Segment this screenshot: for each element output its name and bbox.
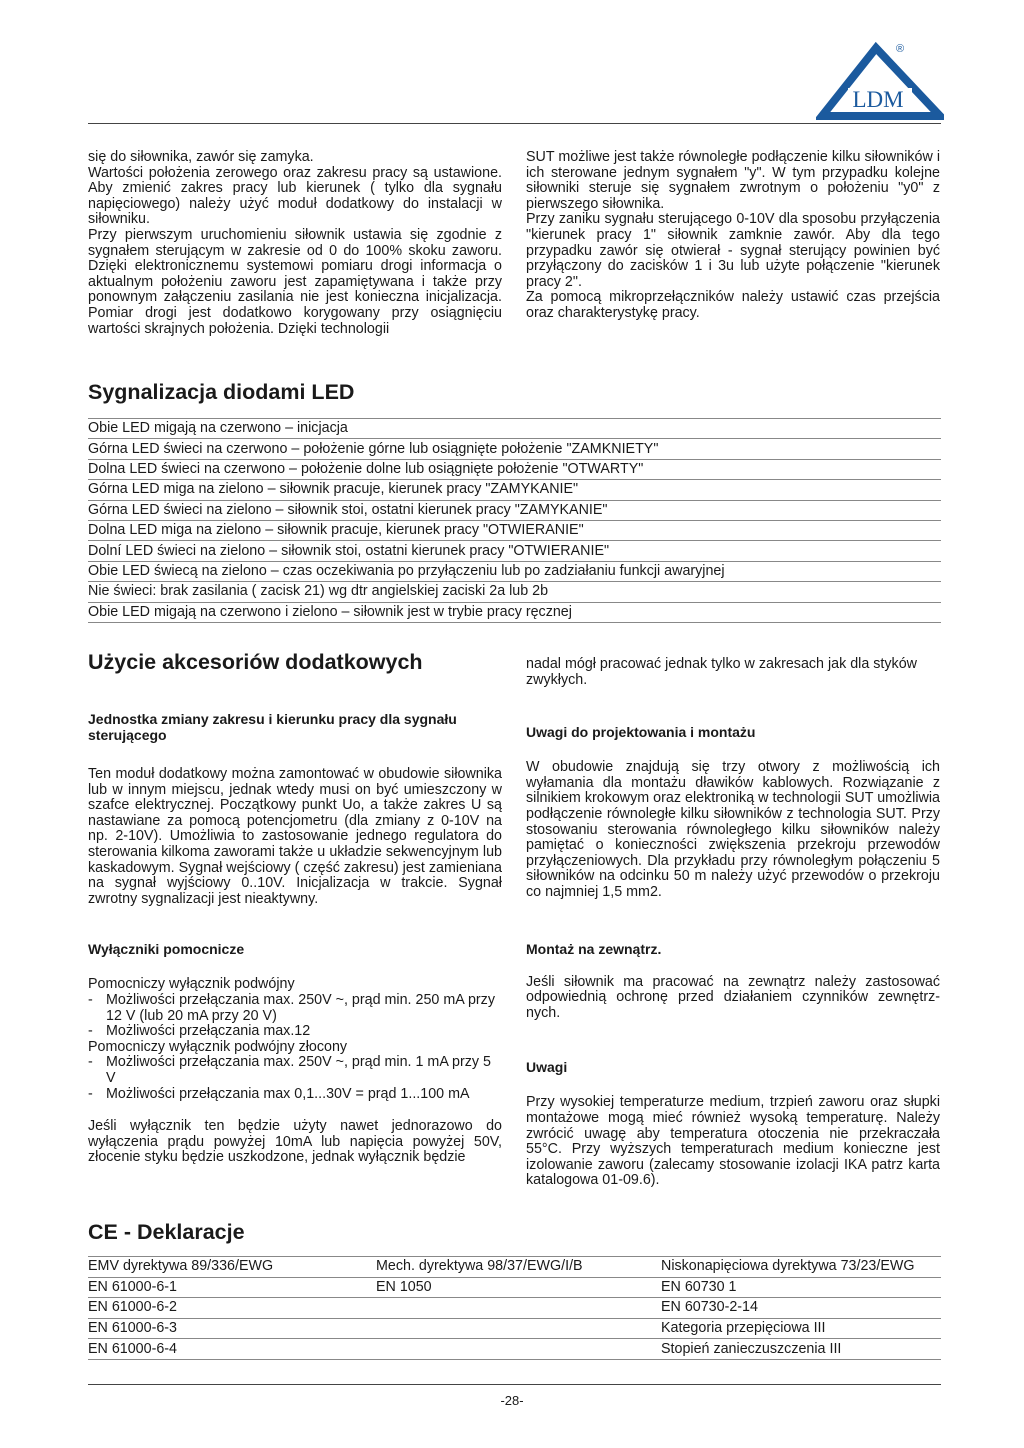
ce-table [88,1256,941,1360]
led-row-text: Dolní LED świeci na zielono – siłownik stoi, ostatni kierunek pracy "OTWIERANIE" [88,541,941,561]
ce-cell: EN 61000-6-1 [88,1277,376,1298]
list-item: - Możliwości przełączania max 0,1...30V = prąd 1...100 mA [88,1087,502,1103]
intro-left-column [88,150,502,337]
design-heading: Uwagi do projektowania i montażu [526,724,756,741]
table-row [88,1277,941,1298]
table-row [88,1298,941,1319]
ce-cell: Kategoria przepięciowa III [661,1318,941,1339]
logo-text: LDM [852,87,904,112]
accessories-section-title: Użycie akcesoriów dodatkowych [88,650,423,674]
ce-cell: Mech. dyrektywa 98/37/EWG/I/B [376,1257,661,1278]
intro-right-column [526,150,940,322]
list-item: - Możliwości przełączania max.12 [88,1024,502,1040]
led-row-text: Górna LED świeci na czerwono – położenie górne lub osiągnięte położenie "ZAMKNIETY" [88,439,941,459]
ce-cell: EN 60730-2-14 [661,1298,941,1319]
intro-left-paragraph: Wartości położenia zerowego oraz zakresu pracy są ustawione. Aby zmienić zakres pracy lub kierunek ( tylko dla sygnału napięciowego) należy użyć moduł dodatkowy do instalacji w siłowniku. [88,164,502,228]
ce-cell: EN 61000-6-3 [88,1318,376,1339]
switch-double-list [88,993,502,1040]
list-item: - Możliwości przełączania max. 250V ~, prąd min. 1 mA przy 5 V [88,1055,502,1086]
table-row [88,459,941,479]
ce-cell: Stopień zanieczuszczenia III [661,1339,941,1360]
led-row-text: Dolna LED miga na zielono – siłownik pracuje, kierunek pracy "OTWIERANIE" [88,520,941,540]
led-row-text: Obie LED migają na czerwono i zielono – siłownik jest w trybie pracy ręcznej [88,602,941,622]
led-row-text: Nie świeci: brak zasilania ( zacisk 21) wg dtr angielskiej zaciski 2a lub 2b [88,582,941,602]
accessories-right-column [526,657,940,1189]
switches-heading: Wyłączniki pomocnicze [88,941,245,958]
table-row [88,500,941,520]
led-section-title: Sygnalizacja diodami LED [88,380,355,404]
notes-text: Przy wysokiej temperaturze medium, trzpień zaworu oraz słupki montażowe mogą mieć również wysoką temperaturę. Należy zwrócić uwagę aby temperatura otoczenia nie przekraczała 55°C. Przy wyższych temperaturach medium konieczne jest izolowanie zaworu (zalecamy stosowanie izolacji IKA patrz karta katalogowa 01-09.6). [526,1094,940,1189]
header-rule [88,123,941,124]
led-row-text: Obie LED świecą na zielono – czas oczekiwania po przyłączeniu lub po zadziałaniu funkcji awaryjnej [88,561,941,581]
intro-left-paragraph: Przy pierwszym uruchomieniu siłownik ustawia się zgodnie z sygnałem sterującym w zakresie od 0 do 100% skoku zaworu. Dzięki elektronicznemu systemowi pomiaru drogi informacja o aktualnym położeniu zaworu jest zapamiętywana i także przy ponownym załączeniu zasilania nie jest konieczna inicjalizacja. Pomiar drogi jest dodatkowo korygowany przy osiągnięciu wartości skrajnych położenia. Dzięki technologii [88,226,502,337]
table-row [88,541,941,561]
table-row [88,582,941,602]
switch-double-label: Pomocniczy wyłącznik podwójny [88,976,295,993]
led-row-text: Górna LED miga na zielono – siłownik pracuje, kierunek pracy "ZAMYKANIE" [88,480,941,500]
intro-right-paragraph: Za pomocą mikroprzełączników należy ustawić czas przejścia oraz charakterystykę pracy. [526,289,940,321]
switch-gold-label: Pomocniczy wyłącznik podwójny złocony [88,1038,348,1055]
table-row [88,520,941,540]
notes-heading: Uwagi [526,1059,568,1076]
ce-cell: EN 1050 [376,1277,661,1298]
intro-right-paragraph: Przy zaniku sygnału sterującego 0-10V dla sposobu przyłączenia "kierunek pracy 1" siłownik zamknie zawór. Aby dla tego przypadku zawór się otwierał - sygnał sterujący powinien być przyłączony do zacisków 1 i 3u lub użyte połączenie "kierunek pracy 2". [526,211,940,290]
led-table [88,418,941,623]
table-row [88,1257,941,1278]
intro-left-paragraph: się do siłownika, zawór się zamyka. [88,149,314,165]
ce-cell: EN 61000-6-4 [88,1339,376,1360]
ce-cell: EN 60730 1 [661,1277,941,1298]
registered-mark: ® [896,43,905,55]
table-row [88,1318,941,1339]
table-row [88,561,941,581]
outdoor-text: Jeśli siłownik ma pracować na zewnątrz należy zastosować odpowiednią ochronę przed działaniem czynników zewnętrz-nych. [526,973,940,1021]
range-unit-heading: Jednostka zmiany zakresu i kierunku pracy dla sygnału sterującego [88,711,457,743]
ce-cell [376,1298,661,1319]
switch-gold-list [88,1055,502,1102]
page-number: -28- [500,1393,524,1408]
ce-cell: Niskonapięciowa dyrektywa 73/23/EWG [661,1257,941,1278]
ce-section-title: CE - Deklaracje [88,1220,245,1244]
list-item: - Możliwości przełączania max. 250V ~, prąd min. 250 mA przy 12 V (lub 20 mA przy 20 V) [88,993,502,1024]
led-row-text: Dolna LED świeci na czerwono – położenie dolne lub osiągnięte położenie "OTWARTY" [88,459,941,479]
outdoor-heading: Montaż na zewnątrz. [526,940,662,957]
table-row [88,602,941,622]
range-unit-text: Ten moduł dodatkowy można zamontować w obudowie siłownika lub w innym miejscu, jednak wtedy musi on być umieszczony w szafce elektrycznej. Początkowy punkt Uo, a także zakres U są nastawiane za pomocą potencjometru (dla zmiany z 0-10V na np. 2-10V). Umożliwia to zastosowanie jednego regulatora do sterowania kilkoma zaworami także u układzie sekwencyjnym lub kaskadowym. Sygnał wejściowy ( część zakresu) jest zamieniana na sygnał wyjściowy 0..10V. Inicjalizacja w trakcie. Sygnał zwrotny sygnalizacji jest nieaktywny. [88,766,502,907]
accessories-left-column [88,711,502,1166]
led-row-text: Górna LED świeci na zielono – siłownik stoi, ostatni kierunek pracy "ZAMYKANIE" [88,500,941,520]
table-row [88,419,941,439]
led-row-text: Obie LED migają na czerwono – inicjacja [88,419,941,439]
ce-cell: EMV dyrektywa 89/336/EWG [88,1257,376,1278]
right-continuation-text: nadal mógł pracować jednak tylko w zakresach jak dla styków zwykłych. [526,656,917,688]
intro-right-paragraph: SUT możliwe jest także równoległe podłączenie kilku siłowników i ich sterowane jednym sygnałem "y". W tym przypadku kolejne siłowniki steruje się sygnałem zwrotnym o położeniu "y0" z pierwszego siłownika. [526,149,940,212]
ldm-logo [816,40,944,124]
ce-cell [376,1339,661,1360]
table-row [88,1339,941,1360]
table-row [88,439,941,459]
table-row [88,480,941,500]
ce-cell: EN 61000-6-2 [88,1298,376,1319]
footer-rule [88,1384,941,1385]
switch-warning-text: Jeśli wyłącznik ten będzie użyty nawet jednorazowo do wyłączenia prądu powyżej 10mA lub napięcia powyżej 50V, złocenie styku będzie uszkodzone, jednak wyłącznik będzie [88,1118,502,1166]
design-text: W obudowie znajdują się trzy otwory z możliwością ich wyłamania dla montażu dławików kablowych. Rozwiązanie z silnikiem krokowym oraz elektroniką w technologii SUT umożliwia podłączenie równoległe kilku siłowników z technologia SUT. Przy stosowaniu sterowania równoległego kilku siłowników należy pamiętać o konieczności zwiększenia przekroju przewodów przyłączeniowych. Dla przykładu przy równoległym połączeniu 5 siłowników na odcinku 50 m należy użyć przewodów o przekroju co najmniej 1,5 mm2. [526,759,940,900]
ce-cell [376,1318,661,1339]
